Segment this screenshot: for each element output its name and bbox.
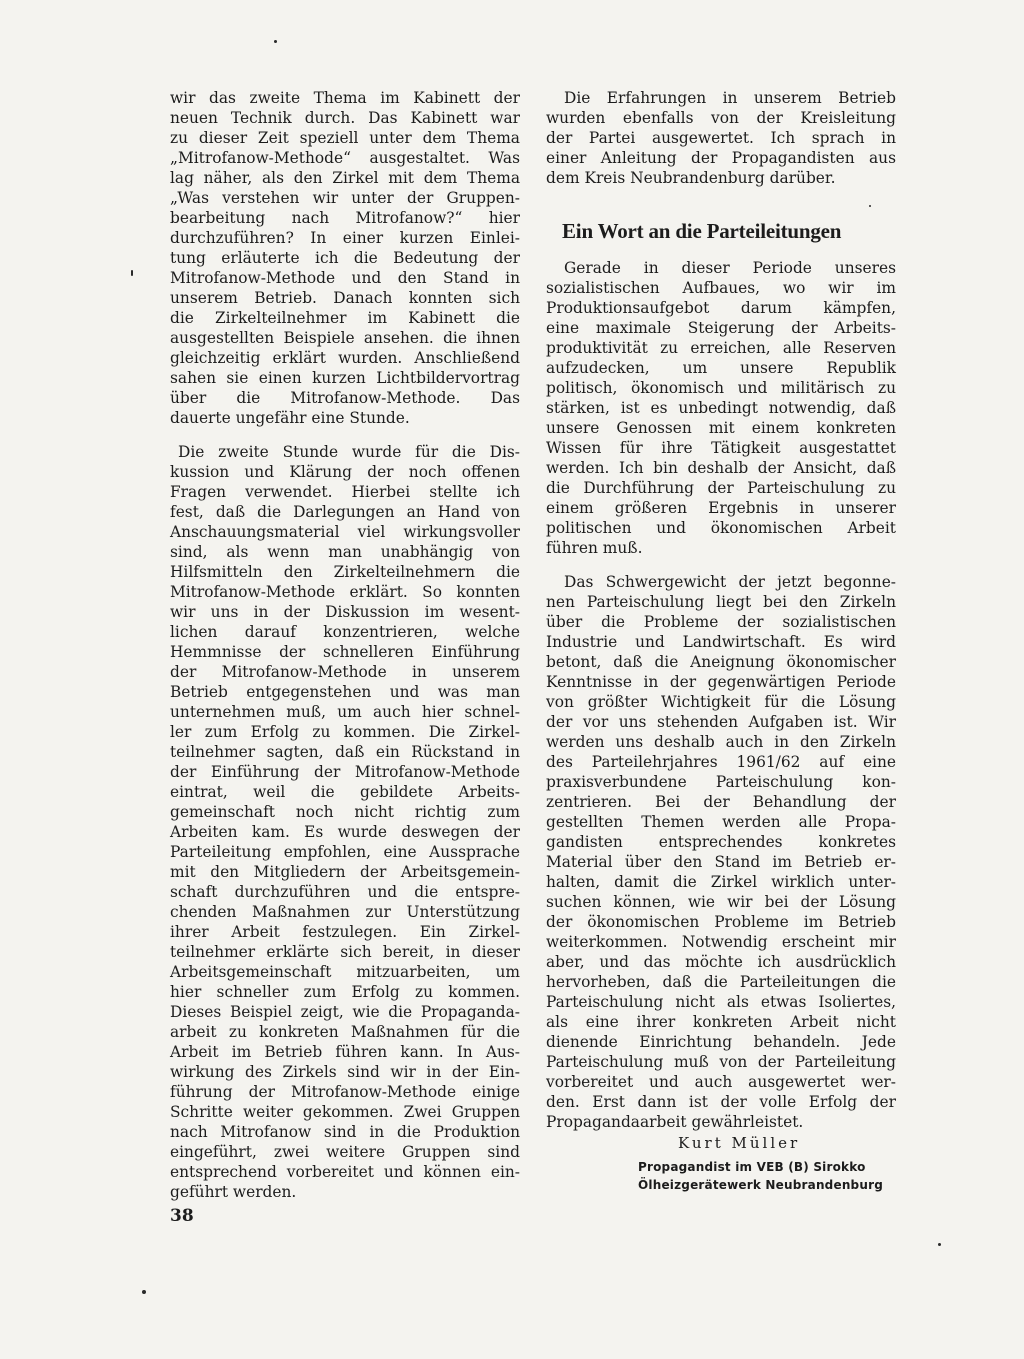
text-line: gandisten entsprechendes konkretes <box>546 833 896 851</box>
left-paragraph-2 <box>170 442 520 1202</box>
text-line: die Zirkelteilnehmer im Kabinett die <box>170 309 520 327</box>
text-line: sozialistischen Aufbaues, wo wir im <box>546 279 896 297</box>
text-line: „Was verstehen wir unter der Gruppen- <box>170 189 520 207</box>
text-line: vorbereitet und auch ausgewertet wer- <box>546 1073 896 1091</box>
text-line: hier schneller zum Erfolg zu kommen. <box>170 983 520 1001</box>
affiliation-line: Ölheizgerätewerk Neubrandenburg <box>638 1178 883 1192</box>
text-line: Hemmnisse der schnelleren Einführung <box>170 643 520 661</box>
text-line: sahen sie einen kurzen Lichtbildervortrag <box>170 369 520 387</box>
text-line: arbeit zu konkreten Maßnahmen für die <box>170 1023 520 1041</box>
text-line: hervorheben, daß die Parteileitungen die <box>546 973 896 991</box>
right-paragraph-2 <box>546 258 896 558</box>
text-line: werden uns deshalb auch in den Zirkeln <box>546 733 896 751</box>
text-line: weiterkommen. Notwendig erscheint mir <box>546 933 896 951</box>
text-line: unserem Betrieb. Danach konnten sich <box>170 289 520 307</box>
text-line: gleichzeitig erklärt wurden. Anschließend <box>170 349 520 367</box>
text-line: „Mitrofanow-Methode“ ausgestaltet. Was <box>170 149 520 167</box>
text-line: über die Mitrofanow-Methode. Das <box>170 389 520 407</box>
text-line: Material über den Stand im Betrieb er- <box>546 853 896 871</box>
text-line: ihrer Arbeit festzulegen. Ein Zirkel- <box>170 923 520 941</box>
text-line: Kenntnisse in der gegenwärtigen Periode <box>546 673 896 691</box>
text-line: ausgestellten Beispiele ansehen. die ihnen <box>170 329 520 347</box>
text-line: den. Erst dann ist der volle Erfolg der <box>546 1093 896 1111</box>
text-line: als eine ihrer konkreten Arbeit nicht <box>546 1013 896 1031</box>
text-line: sind, als wenn man unabhängig von <box>170 543 520 561</box>
text-line: chenden Maßnahmen zur Unterstützung <box>170 903 520 921</box>
text-line: Industrie und Landwirtschaft. Es wird <box>546 633 896 651</box>
scan-speck <box>938 1243 941 1246</box>
text-line: lichen darauf konzentrieren, welche <box>170 623 520 641</box>
text-line: über die Probleme der sozialistischen <box>546 613 896 631</box>
text-line: Produktionsaufgebot darum kämpfen, <box>546 299 896 317</box>
text-line: eine maximale Steigerung der Arbeits- <box>546 319 896 337</box>
text-line: wir uns in der Diskussion im wesent- <box>170 603 520 621</box>
text-line: geführt werden. <box>170 1183 297 1201</box>
text-line: aufzudecken, um unsere Republik <box>546 359 896 377</box>
text-line: politischen und ökonomischen Arbeit <box>546 519 896 537</box>
text-line: gemeinschaft noch nicht richtig zum <box>170 803 520 821</box>
page-number: 38 <box>170 1206 194 1226</box>
text-line: der Einführung der Mitrofanow-Methode <box>170 763 520 781</box>
text-line: eingeführt, zwei weitere Gruppen sind <box>170 1143 520 1161</box>
text-line: Parteischulung muß von der Parteileitung <box>546 1053 896 1071</box>
text-line: wurden ebenfalls von der Kreisleitung <box>546 109 896 127</box>
section-heading: Ein Wort an die Parteileitungen <box>562 219 842 243</box>
text-line: ler zum Erfolg zu kommen. Die Zirkel- <box>170 723 520 741</box>
text-line: Wissen für ihre Tätigkeit ausgestattet <box>546 439 896 457</box>
text-line: gestellten Themen werden alle Propa- <box>546 813 896 831</box>
text-line: der ökonomischen Probleme im Betrieb <box>546 913 896 931</box>
text-line: teilnehmer erklärte sich bereit, in dieser <box>170 943 520 961</box>
text-line: von größter Wichtigkeit für die Lösung <box>546 693 896 711</box>
text-line: die Durchführung der Parteischulung zu <box>546 479 896 497</box>
text-line: der Mitrofanow-Methode in unserem <box>170 663 520 681</box>
left-paragraph-1 <box>170 88 520 428</box>
text-line: produktivität zu erreichen, alle Reserven <box>546 339 896 357</box>
text-line: Arbeitsgemeinschaft mitzuarbeiten, um <box>170 963 520 981</box>
scan-speck <box>131 270 133 276</box>
text-line: neuen Technik durch. Das Kabinett war <box>170 109 520 127</box>
text-line: Gerade in dieser Periode unseres <box>564 259 896 277</box>
text-line: nach Mitrofanow sind in die Produktion <box>170 1123 520 1141</box>
text-line: kussion und Klärung der noch offenen <box>170 463 520 481</box>
text-line: Mitrofanow-Methode und den Stand in <box>170 269 520 287</box>
text-line: dem Kreis Neubrandenburg darüber. <box>546 169 836 187</box>
affiliation-line: Propagandist im VEB (B) Sirokko <box>638 1160 866 1174</box>
text-line: Das Schwergewicht der jetzt begonne- <box>564 573 896 591</box>
text-line: betont, daß die Aneignung ökonomischer <box>546 653 896 671</box>
text-line: wirkung des Zirkels sind wir in der Ein- <box>170 1063 520 1081</box>
author-signature: Kurt Müller <box>678 1134 801 1152</box>
text-line: Anschauungsmaterial viel wirkungsvoller <box>170 523 520 541</box>
text-line: dauerte ungefähr eine Stunde. <box>170 409 410 427</box>
text-line: führung der Mitrofanow-Methode einige <box>170 1083 520 1101</box>
text-line: Schritte weiter gekommen. Zwei Gruppen <box>170 1103 520 1121</box>
text-line: aber, und das möchte ich ausdrücklich <box>546 953 896 971</box>
scan-speck <box>274 40 277 43</box>
author-affiliation <box>638 1158 898 1194</box>
scan-speck <box>142 1290 146 1294</box>
text-line: Hilfsmitteln den Zirkelteilnehmern die <box>170 563 520 581</box>
text-line: Parteischulung nicht als etwas Isoliertes, <box>546 993 896 1011</box>
text-line: durchzuführen? In einer kurzen Einlei- <box>170 229 520 247</box>
text-line: einer Anleitung der Propagandisten aus <box>546 149 896 167</box>
text-line: bearbeitung nach Mitrofanow?“ hier <box>170 209 520 227</box>
text-line: Die Erfahrungen in unserem Betrieb <box>564 89 896 107</box>
text-line: tung erläuterte ich die Bedeutung der <box>170 249 520 267</box>
text-line: einem größeren Ergebnis in unserer <box>546 499 896 517</box>
text-line: nen Parteischulung liegt bei den Zirkeln <box>546 593 896 611</box>
text-line: der Partei ausgewertet. Ich sprach in <box>546 129 896 147</box>
text-line: Parteileitung empfohlen, eine Aussprache <box>170 843 520 861</box>
right-paragraph-3 <box>546 572 896 1132</box>
text-line: Arbeit im Betrieb führen kann. In Aus- <box>170 1043 520 1061</box>
text-line: zentrieren. Bei der Behandlung der <box>546 793 896 811</box>
text-line: teilnehmer sagten, daß ein Rückstand in <box>170 743 520 761</box>
text-line: Dieses Beispiel zeigt, wie die Propaganda- <box>170 1003 520 1021</box>
text-line: unsere Genossen mit einem konkreten <box>546 419 896 437</box>
text-line: wir das zweite Thema im Kabinett der <box>170 89 520 107</box>
text-line: Betrieb entgegenstehen und was man <box>170 683 520 701</box>
scan-speck <box>869 205 871 207</box>
text-line: werden. Ich bin deshalb der Ansicht, daß <box>546 459 896 477</box>
text-line: Propagandaarbeit gewährleistet. <box>546 1113 804 1131</box>
text-line: Fragen verwendet. Hierbei stellte ich <box>170 483 520 501</box>
text-line: eintrat, weil die gebildete Arbeits- <box>170 783 520 801</box>
text-line: praxisverbundene Parteischulung kon- <box>546 773 896 791</box>
text-line: entsprechend vorbereitet und können ein- <box>170 1163 520 1181</box>
text-line: des Parteilehrjahres 1961/62 auf eine <box>546 753 896 771</box>
text-line: fest, daß die Darlegungen an Hand von <box>170 503 520 521</box>
text-line: halten, damit die Zirkel wirklich unter- <box>546 873 896 891</box>
text-line: Mitrofanow-Methode erklärt. So konnten <box>170 583 520 601</box>
text-line: suchen können, wie wir bei der Lösung <box>546 893 896 911</box>
text-line: stärken, ist es unbedingt notwendig, daß <box>546 399 896 417</box>
text-line: Arbeiten kam. Es wurde deswegen der <box>170 823 520 841</box>
text-line: der vor uns stehenden Aufgaben ist. Wir <box>546 713 896 731</box>
text-line: unternehmen muß, um auch hier schnel- <box>170 703 520 721</box>
text-line: Die zweite Stunde wurde für die Dis- <box>178 443 520 461</box>
text-line: dienende Einrichtung behandeln. Jede <box>546 1033 896 1051</box>
text-line: schaft durchzuführen und die entspre- <box>170 883 520 901</box>
right-paragraph-1 <box>546 88 896 188</box>
text-line: führen muß. <box>546 539 643 557</box>
text-line: zu dieser Zeit speziell unter dem Thema <box>170 129 520 147</box>
text-line: politisch, ökonomisch und militärisch zu <box>546 379 896 397</box>
text-line: lag näher, als den Zirkel mit dem Thema <box>170 169 520 187</box>
text-line: mit den Mitgliedern der Arbeitsgemein- <box>170 863 520 881</box>
